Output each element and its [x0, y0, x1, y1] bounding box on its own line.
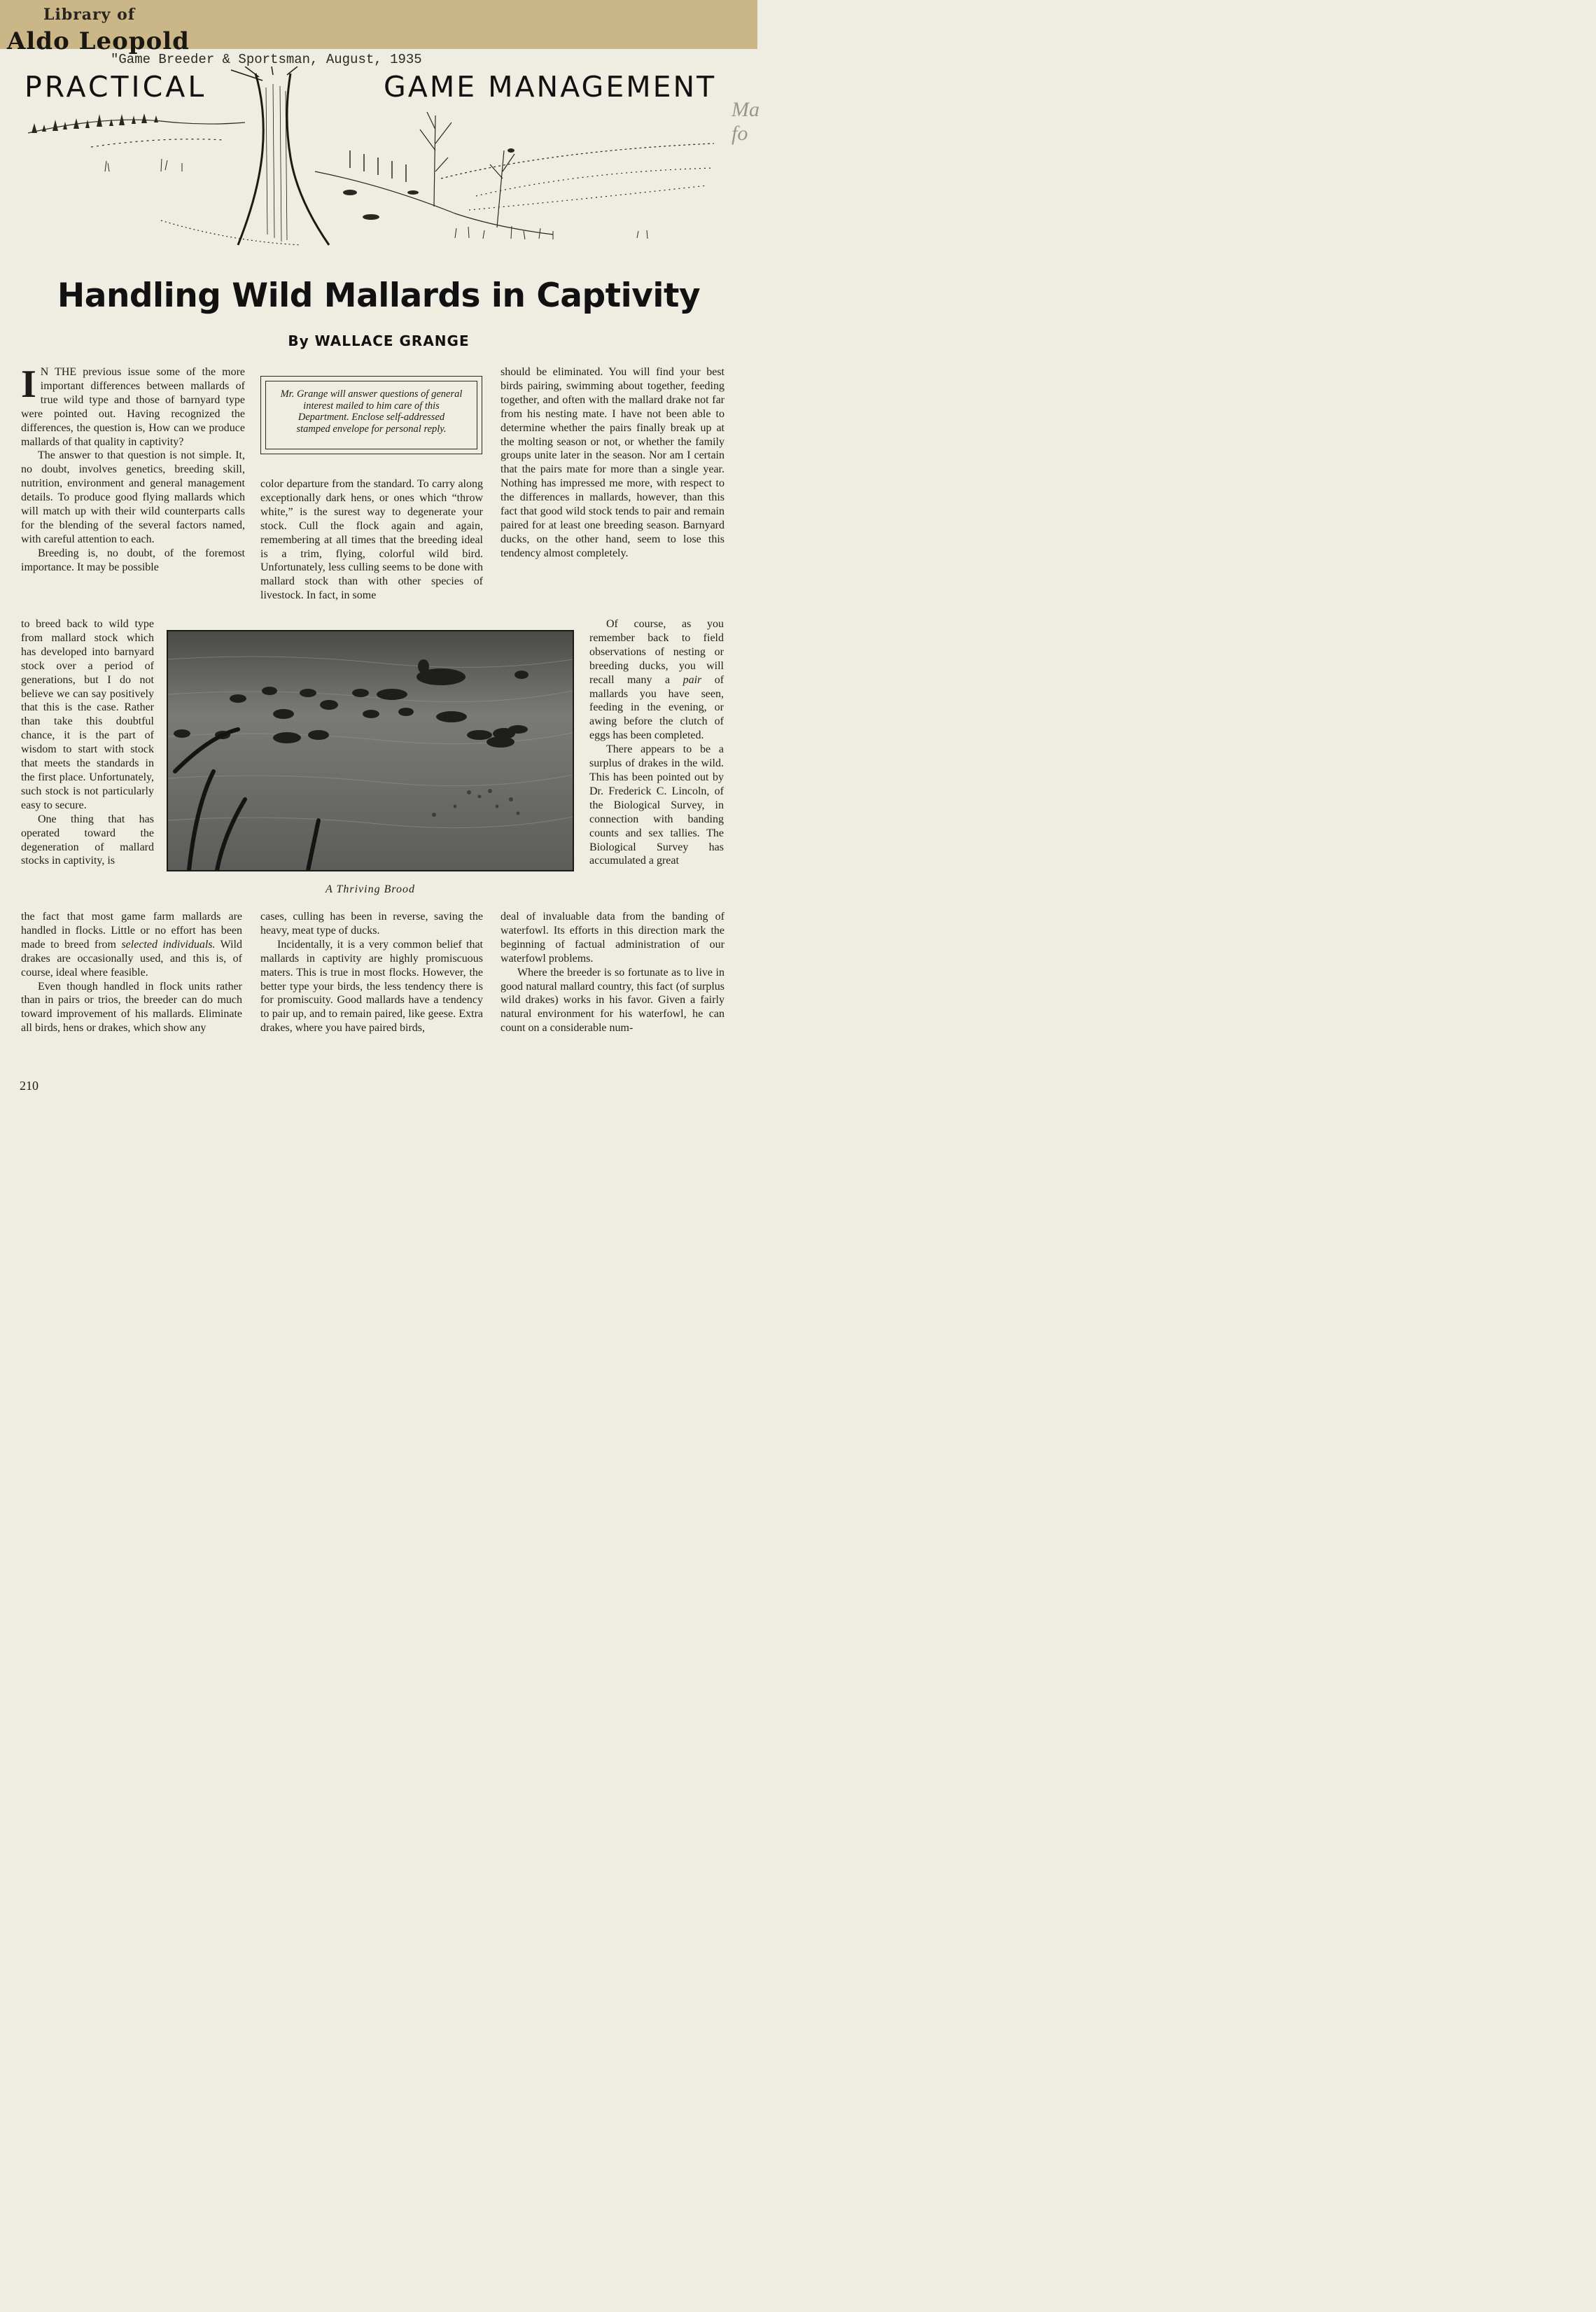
library-stamp-line2: Aldo Leopold — [7, 27, 190, 55]
paragraph: should be eliminated. You will find your best birds pairing, swimming about together, feeding together, and often with the mallard drake not far from his nesting mate. I have not been able to determine whether the pairs finally break up at the molting season or not, or whether the family groups unite later in the season. Nor am I certain that the pairs mate for more than a single year. Nothing has impressed me more, with respect to the differences in mallards, however, than this fact that good wild stock tends to pair and remain paired for at least one breeding season. Barnyard ducks, on the other hand, seem to lose this tendency almost completely. — [500, 366, 724, 559]
column-1-bottom — [21, 910, 242, 1035]
paragraph: Wild drakes are occasionally used, and this is, of course, ideal where feasible. — [21, 938, 242, 979]
paragraph: the fact that most game farm mallards are handled in flocks. Little or no effort has been made to breed from — [21, 911, 242, 951]
paragraph: Incidentally, it is a very common belief that mallards in captivity are highly promiscuous maters. This is true in most flocks. However, the better type your birds, the less tendency there is for promiscuity. Good mallards have a tendency to pair up, and to remain paired, like geese. Extra drakes, where you have paired birds, — [260, 938, 483, 1035]
photo-caption: A Thriving Brood — [325, 883, 415, 895]
article-title: Handling Wild Mallards in Captivity — [57, 276, 701, 315]
ducks-photo — [167, 630, 574, 871]
column-3-bottom — [500, 910, 724, 1035]
paragraph: Even though handled in flock units rather than in pairs or trios, the breeder can do much toward improvement of his mallards. Eliminate all birds, hens or drakes, which show any — [21, 980, 242, 1035]
column-1-top — [21, 365, 245, 575]
paragraph: deal of invaluable data from the banding of waterfowl. Its efforts in this direction mark the beginning of factual administration of our waterfowl problems. — [500, 911, 724, 965]
paragraph: to breed back to wild type from mallard stock which has developed into barnyard stock over a period of generations, but I do not believe we can say positively that this is the case. Rather than take this doubtful chance, it is the part of wisdom to start with stock that meets the standards in the first place. Unfortunately, such stock is not particularly easy to secure. — [21, 618, 154, 811]
paragraph: Where the breeder is so fortunate as to live in good natural mallard country, this fact (of surplus wild drakes) works in his favor. Given a fairly natural environment for his waterfowl, he can count on a considerable num- — [500, 966, 724, 1035]
emphasis: selected individuals. — [121, 938, 216, 951]
paragraph: The answer to that question is not simple. It, no doubt, involves genetics, breeding skill, nutrition, environment and general management details. To produce good flying mallards which will match up with their wild counterparts calls for the blending of the several factors named, with careful attention to each. — [21, 449, 245, 545]
paragraph: There appears to be a surplus of drakes in the wild. This has been pointed out by Dr. Frederick C. Lincoln, of the Biological Survey, in connection with banding counts and sex tallies. The Biological Survey has accumulated a great — [589, 743, 724, 867]
column-2-top — [260, 477, 483, 603]
library-stamp-line1: Library of — [43, 6, 136, 24]
editor-note-box — [260, 376, 482, 454]
column-1-narrow — [21, 617, 154, 868]
paragraph: cases, culling has been in reverse, saving the heavy, meat type of ducks. — [260, 911, 483, 937]
page-number: 210 — [20, 1079, 38, 1093]
column-3-top — [500, 365, 724, 561]
paragraph: One thing that has operated toward the degeneration of mallard stocks in captivity, is — [21, 813, 154, 867]
source-note: "Game Breeder & Sportsman, August, 1935 — [111, 52, 422, 67]
drop-cap: I — [21, 363, 36, 406]
byline: By WALLACE GRANGE — [288, 332, 470, 349]
department-heading-left: PRACTICAL — [24, 70, 207, 104]
paragraph: Of course, as you remember back to field observations of nesting or breeding ducks, you will recall many a — [589, 618, 724, 686]
column-2-bottom — [260, 910, 483, 1035]
handwritten-margin-note: Ma fo — [732, 98, 760, 145]
department-heading-right: GAME MANAGEMENT — [384, 70, 717, 104]
paragraph: N THE previous issue some of the more important differences between mallards of true wild type and those of barnyard type were pointed out. Having recognized the differences, the question is, How can we produce mallards of that quality in captivity? — [21, 366, 245, 448]
paragraph: Breeding is, no doubt, of the foremost importance. It may be possible — [21, 547, 245, 573]
editor-note-text: Mr. Grange will answer questions of general interest mailed to him care of this Department. Enclose self-addressed stamped envelope for personal reply. — [265, 381, 477, 449]
ducks-photo-image — [168, 631, 573, 870]
column-3-narrow — [589, 617, 724, 868]
paragraph: color departure from the standard. To carry along exceptionally dark hens, or ones which “throw white,” is the surest way to degenerate your stock. Cull the flock again and again, remembering at all times that the breeding ideal is a trim, flying, colorful wild bird. Unfortunately, less culling seems to be done with mallard stock than with other species of livestock. In fact, in some — [260, 478, 483, 602]
emphasis: pair — [682, 673, 702, 686]
paragraph: of mallards you have seen, feeding in the evening, or awing before the clutch of eggs has been completed. — [589, 673, 724, 742]
